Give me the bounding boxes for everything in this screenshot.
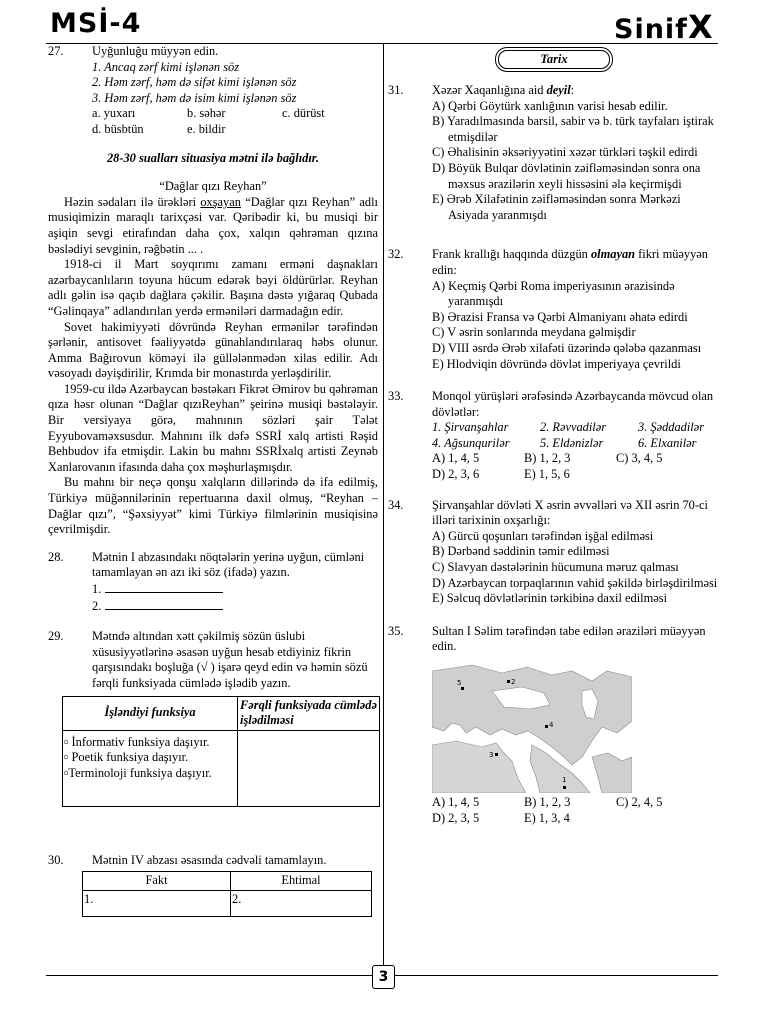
function-table bbox=[62, 696, 380, 807]
option[interactable]: A) Gürcü qoşunları tərəfindən işğal edilməsi bbox=[432, 528, 654, 543]
option: e. bildir bbox=[187, 121, 226, 136]
question-28 bbox=[48, 550, 378, 614]
state-item: 4. Ağsunqurilər bbox=[432, 435, 510, 450]
question-number: 33. bbox=[388, 389, 404, 404]
match-item: 3. Həm zərf, həm də isim kimi işlənən söz bbox=[92, 90, 297, 105]
exam-code: MSİ-4 bbox=[50, 8, 142, 39]
option[interactable]: D) Azərbaycan torpaqlarının vahid şəkildə birləşdirilməsi bbox=[432, 575, 718, 590]
text: Xəzər Xaqanlığına aid bbox=[432, 83, 547, 97]
fact-table bbox=[82, 871, 372, 917]
map-label: 3 bbox=[489, 751, 494, 759]
option[interactable]: C) Slavyan dəstələrinin hücumuna məruz qalması bbox=[432, 560, 679, 575]
state-item: 5. Eldənizlər bbox=[540, 435, 604, 450]
question-number: 34. bbox=[388, 497, 404, 512]
question-33 bbox=[388, 389, 720, 483]
question-30 bbox=[48, 853, 378, 917]
paragraph-1 bbox=[48, 195, 378, 257]
question-27 bbox=[48, 44, 378, 138]
brand-prefix: Sinif bbox=[614, 14, 688, 45]
option: d. büsbtün bbox=[92, 121, 144, 136]
line-label: 1. bbox=[92, 582, 102, 596]
question-number: 27. bbox=[48, 44, 64, 58]
option[interactable]: E) Səlcuq dövlətlərinin tərkibinə daxil edilməsi bbox=[432, 591, 668, 606]
checkbox-option[interactable]: ▫ Poetik funksiya daşıyır. bbox=[64, 750, 189, 765]
table-header: Ehtimal bbox=[231, 872, 372, 891]
text: fikri müəyyən edin: bbox=[432, 247, 708, 277]
checkbox-option[interactable]: ▫ İnformativ funksiya daşıyır. bbox=[64, 734, 210, 749]
option[interactable]: E) 1, 5, 6 bbox=[524, 467, 570, 482]
underlined-word: oxşayan bbox=[200, 194, 241, 209]
question-prompt: Şirvanşahlar dövləti X əsrin əvvəlləri və XII əsrin 70-ci illəri tarixinin oxşarlığı: bbox=[432, 497, 708, 528]
question-prompt: Mətnin I abzasındakı nöqtələrin yerinə uyğun, cümləni tamamlayan ən azı iki söz (ifadə) yazın. bbox=[92, 549, 365, 580]
state-item: 3. Şəddadilər bbox=[638, 420, 705, 435]
option[interactable]: A) 1, 4, 5 bbox=[432, 451, 480, 466]
question-number: 29. bbox=[48, 629, 64, 644]
answer-cell[interactable]: 1. bbox=[83, 890, 231, 916]
question-prompt bbox=[432, 247, 720, 278]
answer-line[interactable] bbox=[92, 581, 378, 598]
text: : bbox=[570, 83, 575, 97]
left-column bbox=[48, 44, 378, 917]
question-prompt: Uyğunluğu müyyən edin. bbox=[92, 44, 219, 58]
option[interactable]: D) Böyük Bulqar dövlətinin zəifləməsindən sonra ona məxsus ərazilərin xeyli hissəsini ələ keçirmişdi bbox=[432, 160, 701, 191]
option[interactable]: B) Yaradılmasında barsil, sabir və b. türk tayfaları iştirak etmişdilər bbox=[432, 114, 714, 144]
line-label: 2. bbox=[92, 598, 102, 613]
map-label: 4 bbox=[549, 721, 554, 729]
option[interactable]: D) 2, 3, 5 bbox=[432, 810, 480, 825]
option[interactable]: C) V əsrin sonlarında meydana gəlmişdir bbox=[432, 325, 636, 340]
option: b. səhər bbox=[187, 106, 226, 121]
question-prompt: Sultan I Səlim tərəfindən tabe edilən əraziləri müəyyən edin. bbox=[432, 623, 706, 654]
match-item: 2. Həm zərf, həm də sifət kimi işlənən söz bbox=[92, 75, 297, 90]
question-31 bbox=[388, 83, 720, 223]
state-item: 1. Şirvanşahlar bbox=[432, 420, 509, 435]
question-prompt: Mətnin IV abzası əsasında cədvəli tamamlayın. bbox=[92, 852, 327, 867]
option[interactable]: B) 1, 2, 3 bbox=[524, 451, 571, 466]
map-marker bbox=[507, 680, 510, 683]
map-label: 5 bbox=[457, 679, 462, 687]
table-header: Fakt bbox=[83, 872, 231, 891]
answer-cell[interactable]: 2. bbox=[231, 890, 372, 916]
question-35 bbox=[388, 624, 720, 826]
option[interactable]: A) Qərbi Göytürk xanlığının varisi hesab edilir. bbox=[432, 98, 668, 113]
question-prompt: Mətndə altından xətt çəkilmiş sözün üslubi xüsusiyyətlərinə əsasən uyğun hesab etdiyiniz fikrin qarşısındakı boşluğa (√ ) işarə qeyd edin və həmin sözü fərqli funksiyada cümlədə işlədib yazın. bbox=[92, 629, 368, 690]
option[interactable]: E) 1, 3, 4 bbox=[524, 810, 570, 825]
territory-map bbox=[432, 661, 632, 793]
option[interactable]: E) Ərəb Xilafətinin zəifləməsindən sonra Mərkəzi Asiyada yaranmışdı bbox=[432, 192, 681, 222]
paragraph-3: Sovet hakimiyyəti dövründə Reyhan ermənilər tərəfindən şərlənir, antisovet fəaliyyətdə günahlandırılaraq həbs olunur. Amma Bağırovun köməyi ilə güllələnmədən xilas edilir. Adı vəsoyadı dəyişdirilir, Krımda bir monastırda yerləşdirilir. bbox=[48, 319, 378, 381]
option[interactable]: C) 3, 4, 5 bbox=[616, 451, 663, 466]
state-item: 2. Rəvvadilər bbox=[540, 420, 607, 435]
option[interactable]: A) 1, 4, 5 bbox=[432, 795, 480, 809]
option-label: İnformativ funksiya daşıyır. bbox=[71, 734, 210, 749]
question-number: 35. bbox=[388, 623, 404, 638]
option[interactable]: D) 2, 3, 6 bbox=[432, 467, 480, 482]
option[interactable]: A) Keçmiş Qərbi Roma imperiyasının ərazisində yaranmışdı bbox=[432, 278, 675, 309]
map-marker bbox=[545, 725, 548, 728]
subject-badge: Tarix bbox=[498, 50, 610, 69]
table-header: Fərqli funksiyada cümlədə işlədilməsi bbox=[238, 696, 380, 730]
option[interactable]: E) Hlodviqin dövründə dövlət imperiyaya çevrildi bbox=[432, 356, 681, 371]
state-item: 6. Elxanilər bbox=[638, 435, 697, 450]
page-number: 3 bbox=[372, 965, 395, 989]
emphasis: deyil bbox=[546, 83, 571, 97]
answer-cell[interactable] bbox=[238, 730, 380, 806]
text: Həzin sədaları ilə ürəkləri bbox=[64, 194, 201, 209]
paragraph-5: Bu mahnı bir neçə qonşu xalqların dillərində də ifa edilmiş, Türkiyə müğənnilərinin repertuarına daxil olmuş, “Reyhan – Dağlar qızı”, “Şəxsiyyət” kimi Türkiyə filmlərinin musiqisinə çevrilmişdir. bbox=[48, 475, 378, 537]
brand-suffix: X bbox=[687, 8, 714, 46]
option[interactable]: C) Əhalisinin əksəriyyətini xəzər türkləri təşkil edirdi bbox=[432, 145, 698, 160]
option[interactable]: B) Dərbənd səddinin təmir edilməsi bbox=[432, 544, 610, 559]
question-34 bbox=[388, 498, 720, 607]
question-number: 28. bbox=[48, 549, 64, 564]
match-item: 1. Ancaq zərf kimi işlənən söz bbox=[92, 59, 240, 74]
checkbox-option[interactable]: ▫Terminoloji funksiya daşıyır. bbox=[64, 765, 212, 780]
option[interactable]: B) 1, 2, 3 bbox=[524, 795, 571, 809]
question-prompt: Monqol yürüşləri ərəfəsində Azərbaycanda mövcud olan dövlətlər: bbox=[432, 389, 714, 419]
question-number: 32. bbox=[388, 247, 404, 262]
text: Frank krallığı haqqında düzgün bbox=[432, 247, 591, 262]
question-29 bbox=[48, 629, 378, 807]
question-32 bbox=[388, 247, 720, 372]
map-label: 2 bbox=[511, 678, 516, 686]
right-column bbox=[388, 50, 720, 826]
brand-logo bbox=[614, 8, 714, 46]
table-header: İşləndiyi funksiya bbox=[63, 696, 238, 730]
question-number: 31. bbox=[388, 83, 404, 97]
situation-note: 28-30 sualları situasiya mətni ilə bağlıdır. bbox=[106, 150, 320, 165]
option[interactable]: D) VIII əsrdə Ərəb xilafəti üzərində qələbə qazanması bbox=[432, 340, 702, 355]
emphasis: olmayan bbox=[590, 247, 636, 262]
column-divider bbox=[383, 43, 384, 975]
option[interactable]: C) 2, 4, 5 bbox=[616, 795, 663, 809]
map-marker bbox=[495, 753, 498, 756]
map-marker bbox=[461, 687, 464, 690]
answer-line[interactable] bbox=[92, 598, 378, 615]
question-number: 30. bbox=[48, 852, 64, 867]
map-marker bbox=[563, 786, 566, 789]
option-label: Terminoloji funksiya daşıyır. bbox=[68, 765, 212, 780]
paragraph-4: 1959-cu ildə Azərbaycan bəstəkarı Fikrət Əmirov bu qəhrəman qıza həsr olunan “Dağlar qızıReyhan” şeirinə musiqi bəstələyir. Bir versiyaya görə, mahnının sözləri şair Tələt Eyyubovaməxsusdur. Mahnını ilk dəfə SSRİ xalq artisti Rəşid Behbudov ifa etmişdir. Lakin bu mahnı SSRİxalq artisti Zeynəb Xanlarovanın ifasında daha çox məşhurlaşmışdır. bbox=[48, 381, 378, 474]
paragraph-2: 1918-ci il Mart soyqırımı zamanı erməni daşnakları azərbaycanlıların toyuna hücum edərək bəyi öldürürlər. Reyhan adlı gəlin isə qaçıb dağlara çəkilir. Başına dəstə yığaraq Qubada “Gəlinqaya” adlandırılan yerdə erməniləri darmadağın edir. bbox=[48, 257, 378, 318]
option[interactable]: B) Ərazisi Fransa və Qərbi Almaniyanı əhatə edirdi bbox=[432, 309, 688, 324]
map-label: 1 bbox=[562, 776, 567, 784]
option: c. dürüst bbox=[282, 106, 325, 121]
text-title: “Dağlar qızı Reyhan” bbox=[159, 179, 267, 194]
option: a. yuxarı bbox=[92, 106, 136, 121]
option-label: Poetik funksiya daşıyır. bbox=[71, 750, 189, 765]
question-prompt bbox=[432, 83, 720, 99]
text: “Dağlar qızı Reyhan” adlı musiqimizin maraqlı tarixçəsi var. Qəribədir ki, bu musiqi bir aşiqin sevgi etirafından daha çox, xalqın qəhrəman qızına bəslədiyi sevginin, rəğbətin ... . bbox=[48, 194, 378, 256]
